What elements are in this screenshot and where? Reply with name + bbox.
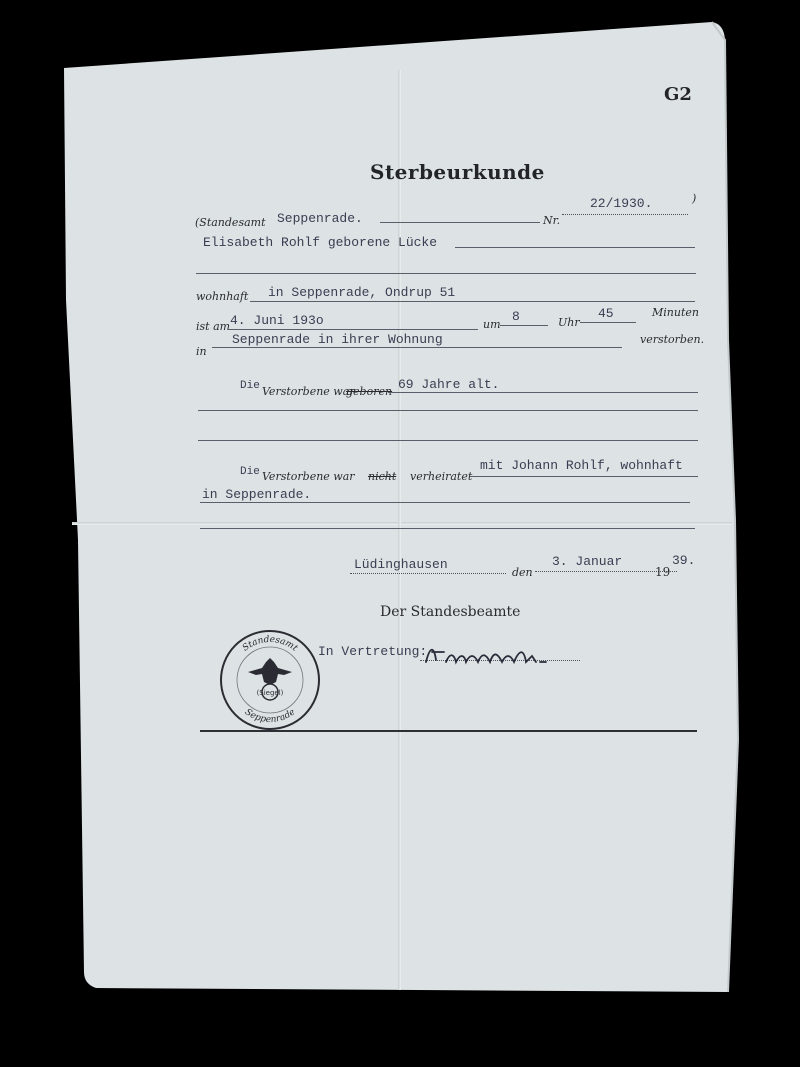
place-value: Seppenrade in ihrer Wohnung <box>232 332 443 347</box>
spouse-value: mit Johann Rohlf, wohnhaft <box>480 458 683 473</box>
um-label: um <box>483 318 501 331</box>
stamp-center-text: (Siegel) <box>256 689 284 697</box>
spouse-line <box>470 476 698 477</box>
issue-place-line <box>350 573 506 574</box>
issue-place: Lüdinghausen <box>354 557 448 572</box>
age-prefix: Die <box>240 380 260 392</box>
official-stamp <box>218 628 322 732</box>
signature <box>420 640 580 670</box>
ist-am-label: ist am <box>196 320 231 333</box>
nr-line <box>562 214 688 215</box>
fold-line-vertical <box>398 70 401 990</box>
blank-line-1 <box>196 273 696 274</box>
minuten-label: Minuten <box>652 306 699 319</box>
uhr-label: Uhr <box>558 316 580 329</box>
age-value: 69 Jahre alt. <box>398 377 500 392</box>
wohnhaft-value: in Seppenrade, Ondrup 51 <box>268 285 456 300</box>
nr-value: 22/1930. <box>590 196 653 211</box>
age-line <box>388 392 698 393</box>
age-label: Verstorbene war <box>262 385 355 398</box>
stamp-bottom-text: Seppenrade <box>242 707 298 726</box>
fold-line-horizontal <box>72 522 732 525</box>
age-struck-word: geboren <box>346 385 393 398</box>
standesamt-label: (Standesamt <box>195 216 266 229</box>
minute-value: 45 <box>598 306 614 321</box>
bottom-rule <box>200 730 697 732</box>
wohnhaft-label: wohnhaft <box>196 290 249 303</box>
marital-label: Verstorbene war <box>262 470 355 483</box>
spouse-value-2: in Seppenrade. <box>202 487 312 502</box>
svg-text:Seppenrade <box>243 707 297 725</box>
official-label: Der Standesbeamte <box>380 604 521 620</box>
blank-line-4 <box>200 528 695 529</box>
issue-date: 3. Januar <box>552 554 623 569</box>
nr-close-paren: ) <box>692 192 697 205</box>
name-value: Elisabeth Rohlf geborene Lücke <box>203 235 438 250</box>
wohnhaft-line <box>250 301 695 302</box>
name-line <box>455 247 695 248</box>
blank-line-3 <box>198 440 698 441</box>
minute-line <box>580 322 636 323</box>
year-prefix: 19 <box>655 565 671 579</box>
svg-text:Standesamt <box>241 635 300 654</box>
date-value: 4. Juni 193o <box>230 313 324 328</box>
in-label: in <box>196 345 207 358</box>
year-suffix: 39. <box>672 553 696 568</box>
document-title: Sterbeurkunde <box>370 160 545 184</box>
marital-struck-word: nicht <box>368 470 397 483</box>
standesamt-line <box>380 222 540 223</box>
spouse-line-2 <box>200 502 690 503</box>
place-line <box>212 347 622 348</box>
blank-line-2 <box>198 410 698 411</box>
marital-status: verheiratet <box>410 470 473 483</box>
marital-prefix: Die <box>240 466 260 478</box>
date-line <box>228 329 478 330</box>
verstorben-label: verstorben. <box>640 333 705 346</box>
nr-label: Nr. <box>543 214 561 227</box>
deputy-label: In Vertretung: <box>318 644 428 659</box>
stamp-top-text: Standesamt <box>240 634 300 654</box>
den-label: den <box>512 566 533 579</box>
hour-value: 8 <box>512 309 520 324</box>
hour-line <box>500 325 548 326</box>
form-code: G2 <box>664 84 692 105</box>
standesamt-value: Seppenrade. <box>277 211 363 226</box>
